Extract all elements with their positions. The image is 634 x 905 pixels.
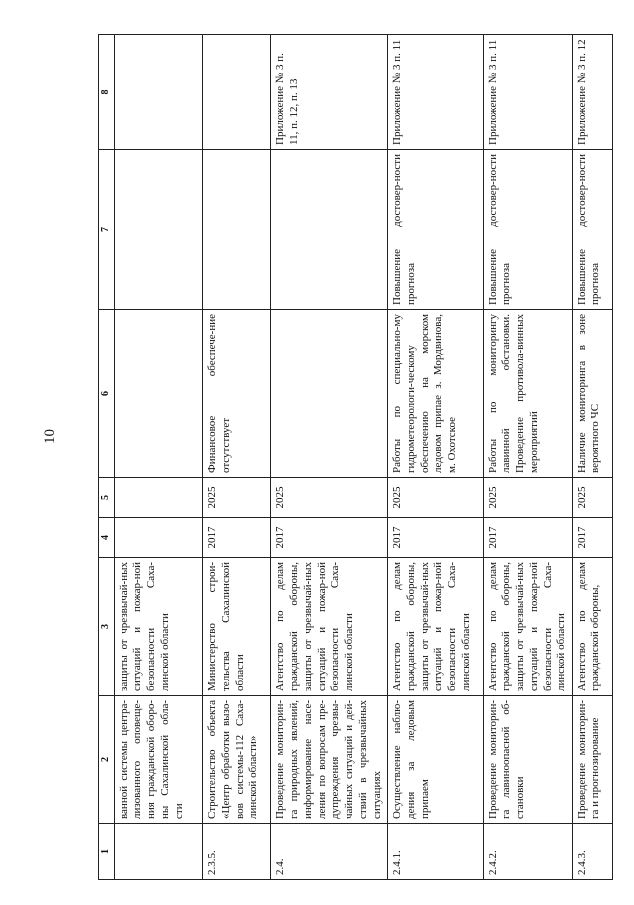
expected-result: Финансовое обеспече-ние отсутствует [203, 310, 271, 478]
consequence: Повышение достовер-ности прогноза [388, 150, 484, 310]
executor: Агентство по делам гражданской обороны, защиты от чрезвычай-ных ситуаций и пожар-ной безопасности Саха-линской области [388, 558, 484, 696]
start-year: 2017 [483, 518, 572, 558]
consequence: Повышение достовер-ности прогноза [483, 150, 572, 310]
row-number: 2.3.5. [203, 824, 271, 880]
consequence [271, 150, 388, 310]
table-row [114, 35, 203, 880]
end-year: 2025 [271, 478, 388, 518]
executor: Агентство по делам гражданской обороны, защиты от чрезвычай-ных ситуаций и пожар-ной безопасности Саха-линской области [271, 558, 388, 696]
executor: Агентство по делам гражданской обороны, защиты от чрезвычай-ных ситуаций и пожар-ной безопасности Саха-линской области [483, 558, 572, 696]
measure-name: Проведение мониторин-га природных явлений, информирование насе-ления по вопросам пре-дупреждения чрезвы-чайных ситуаций и дей-ствий в чрезвычайных ситуациях [271, 696, 388, 824]
executor: Агентство по делам гражданской обороны, [572, 558, 612, 696]
header-cell: 7 [99, 150, 115, 310]
row-number: 2.4.1. [388, 824, 484, 880]
header-cell: 2 [99, 696, 115, 824]
expected-result: Наличие мониторинга в зоне вероятного ЧС [572, 310, 612, 478]
header-cell: 5 [99, 478, 115, 518]
header-cell: 4 [99, 518, 115, 558]
row-number [114, 824, 203, 880]
expected-result [114, 310, 203, 478]
link-to-indicator: Приложение № 3 п. 11 [388, 35, 484, 150]
consequence [114, 150, 203, 310]
measures-table [98, 34, 613, 880]
end-year: 2025 [388, 478, 484, 518]
table-row [271, 35, 388, 880]
row-number: 2.4. [271, 824, 388, 880]
table-row [388, 35, 484, 880]
table-row [483, 35, 572, 880]
consequence: Повышение достовер-ности прогноза [572, 150, 612, 310]
link-to-indicator [114, 35, 203, 150]
table-row [203, 35, 271, 880]
start-year: 2017 [271, 518, 388, 558]
header-cell: 8 [99, 35, 115, 150]
end-year: 2025 [483, 478, 572, 518]
end-year: 2025 [203, 478, 271, 518]
measure-name: ванной системы центра-лизованного оповеще-ния гражданской оборо-ны Сахалинской обла-сти [114, 696, 203, 824]
header-cell: 1 [99, 824, 115, 880]
link-to-indicator: Приложение № 3 п. 11 [483, 35, 572, 150]
measure-name: Проведение мониторин-га и прогнозирование [572, 696, 612, 824]
page-number: 10 [42, 429, 58, 444]
executor: защиты от чрезвычай-ных ситуаций и пожар-ной безопасности Саха-линской области [114, 558, 203, 696]
table-wrapper [98, 35, 613, 880]
measure-name: Осуществление наблю-дения за ледовым припаем [388, 696, 484, 824]
consequence [203, 150, 271, 310]
end-year [114, 478, 203, 518]
start-year: 2017 [388, 518, 484, 558]
row-number: 2.4.3. [572, 824, 612, 880]
start-year: 2017 [203, 518, 271, 558]
table-row [572, 35, 612, 880]
expected-result [271, 310, 388, 478]
expected-result: Работы по мониторингу лавинной обстановки. Проведение противола-винных мероприятий [483, 310, 572, 478]
header-row [99, 35, 115, 880]
start-year: 2017 [572, 518, 612, 558]
start-year [114, 518, 203, 558]
expected-result: Работы по специально-му гидрометеорологи-ческому обеспечению на морском ледовом припае з. Мордвинова, м. Охотское [388, 310, 484, 478]
end-year: 2025 [572, 478, 612, 518]
executor: Министерство строи-тельства Сахалинской области [203, 558, 271, 696]
link-to-indicator [203, 35, 271, 150]
header-cell: 3 [99, 558, 115, 696]
link-to-indicator: Приложение № 3 п. 11, п. 12, п. 13 [271, 35, 388, 150]
measure-name: Проведение мониторин-га лавиноопасной об-становки [483, 696, 572, 824]
row-number: 2.4.2. [483, 824, 572, 880]
link-to-indicator: Приложение № 3 п. 12 [572, 35, 612, 150]
header-cell: 6 [99, 310, 115, 478]
measure-name: Строительство объекта «Центр обработки вызо-вов системы-112 Саха-линской области» [203, 696, 271, 824]
